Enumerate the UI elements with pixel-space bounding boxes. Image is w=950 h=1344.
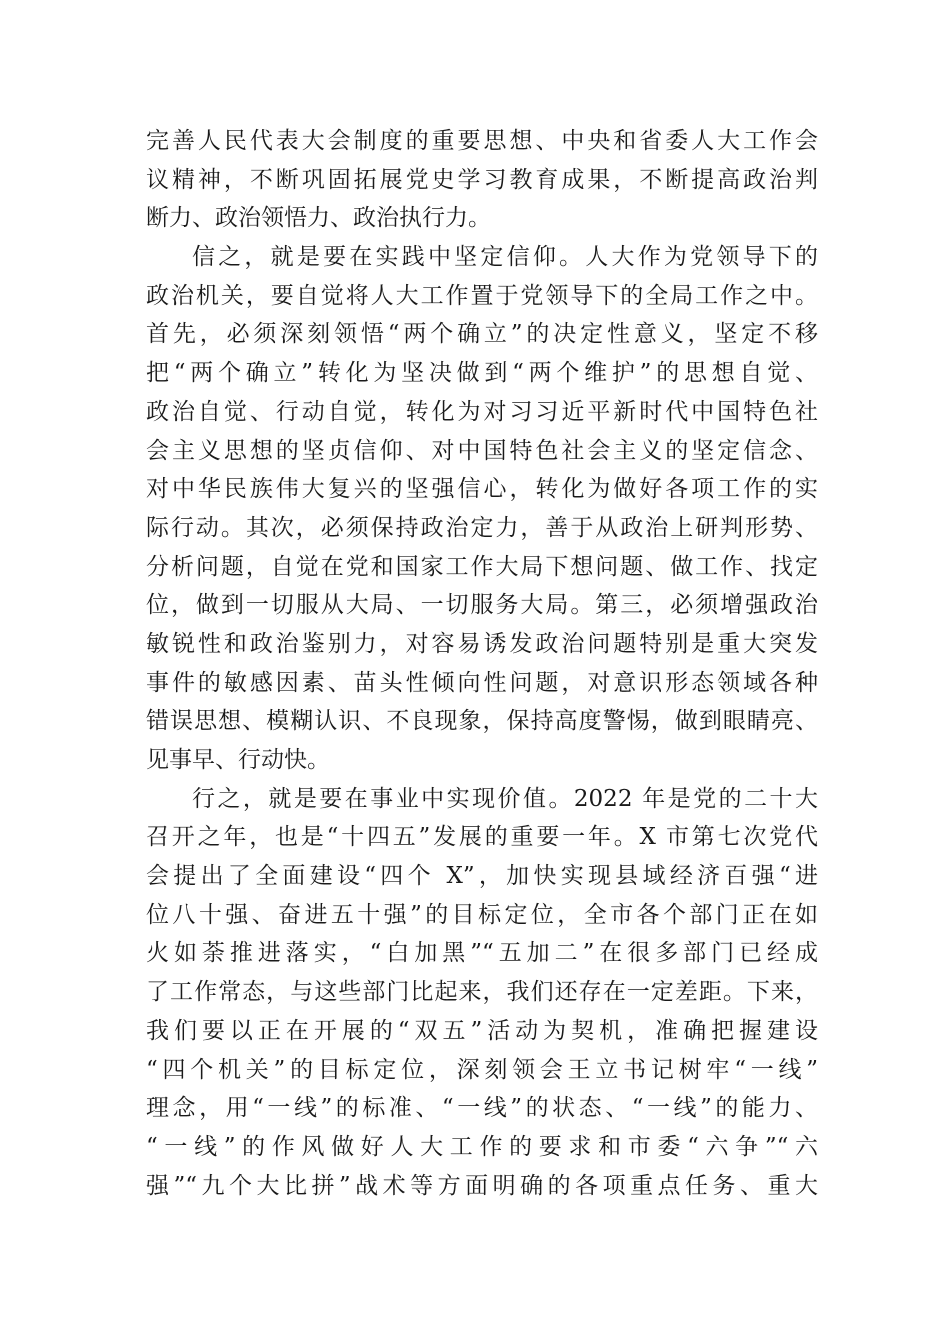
text-line: 强”“九个大比拼”战术等方面明确的各项重点任务、重大 [146, 1172, 818, 1199]
text-line: 行之，就是要在事业中实现价值。2022 年是党的二十大 [192, 785, 818, 812]
text-line: 断力、政治领悟力、政治执行力。 [146, 205, 491, 232]
text-line: 分析问题，自觉在党和国家工作大局下想问题、做工作、找定 [146, 553, 818, 580]
paragraph-1 [146, 122, 818, 238]
text-line: 见事早、行动快。 [146, 747, 330, 773]
body-text [146, 122, 818, 1205]
text-line: 敏锐性和政治鉴别力，对容易诱发政治问题特别是重大突发 [146, 630, 818, 657]
text-line: 会主义思想的坚贞信仰、对中国特色社会主义的坚定信念、 [146, 437, 818, 464]
text-line: 召开之年，也是“十四五”发展的重要一年。X 市第七次党代 [146, 824, 818, 851]
text-line: 把“两个确立”转化为坚决做到“两个维护”的思想自觉、 [146, 360, 818, 387]
paragraph-3 [146, 780, 818, 1206]
text-line: 位，做到一切服从大局、一切服务大局。第三，必须增强政治 [146, 592, 818, 619]
text-line: 错误思想、模糊认识、不良现象，保持高度警惕，做到眼睛亮、 [146, 708, 818, 735]
text-line: 信之，就是要在实践中坚定信仰。人大作为党领导下的 [192, 244, 818, 271]
text-line: 事件的敏感因素、苗头性倾向性问题，对意识形态领域各种 [146, 669, 818, 696]
text-line: 首先，必须深刻领悟“两个确立”的决定性意义，坚定不移 [146, 321, 818, 348]
text-line: 对中华民族伟大复兴的坚强信心，转化为做好各项工作的实 [146, 476, 818, 503]
text-line: 理念，用“一线”的标准、“一线”的状态、“一线”的能力、 [146, 1095, 818, 1122]
paragraph-2 [146, 238, 818, 780]
text-line: 了工作常态，与这些部门比起来，我们还存在一定差距。下来， [146, 979, 818, 1006]
text-line: 完善人民代表大会制度的重要思想、中央和省委人大工作会 [146, 128, 818, 154]
text-line: 火如荼推进落实，“白加黑”“五加二”在很多部门已经成 [146, 940, 818, 967]
text-line: 位八十强、奋进五十强”的目标定位，全市各个部门正在如 [146, 901, 818, 928]
text-line: 政治自觉、行动自觉，转化为对习习近平新时代中国特色社 [146, 398, 818, 425]
text-line: “四个机关”的目标定位，深刻领会王立书记树牢“一线” [146, 1056, 818, 1083]
text-line: 会提出了全面建设“四个 X”，加快实现县域经济百强“进 [146, 863, 818, 890]
text-line: 议精神，不断巩固拓展党史学习教育成果，不断提高政治判 [146, 166, 818, 193]
text-line: “一线”的作风做好人大工作的要求和市委“六争”“六 [146, 1133, 818, 1160]
text-line: 际行动。其次，必须保持政治定力，善于从政治上研判形势、 [146, 514, 818, 541]
text-line: 政治机关，要自觉将人大工作置于党领导下的全局工作之中。 [146, 282, 818, 309]
text-line: 我们要以正在开展的“双五”活动为契机，准确把握建设 [146, 1017, 818, 1044]
